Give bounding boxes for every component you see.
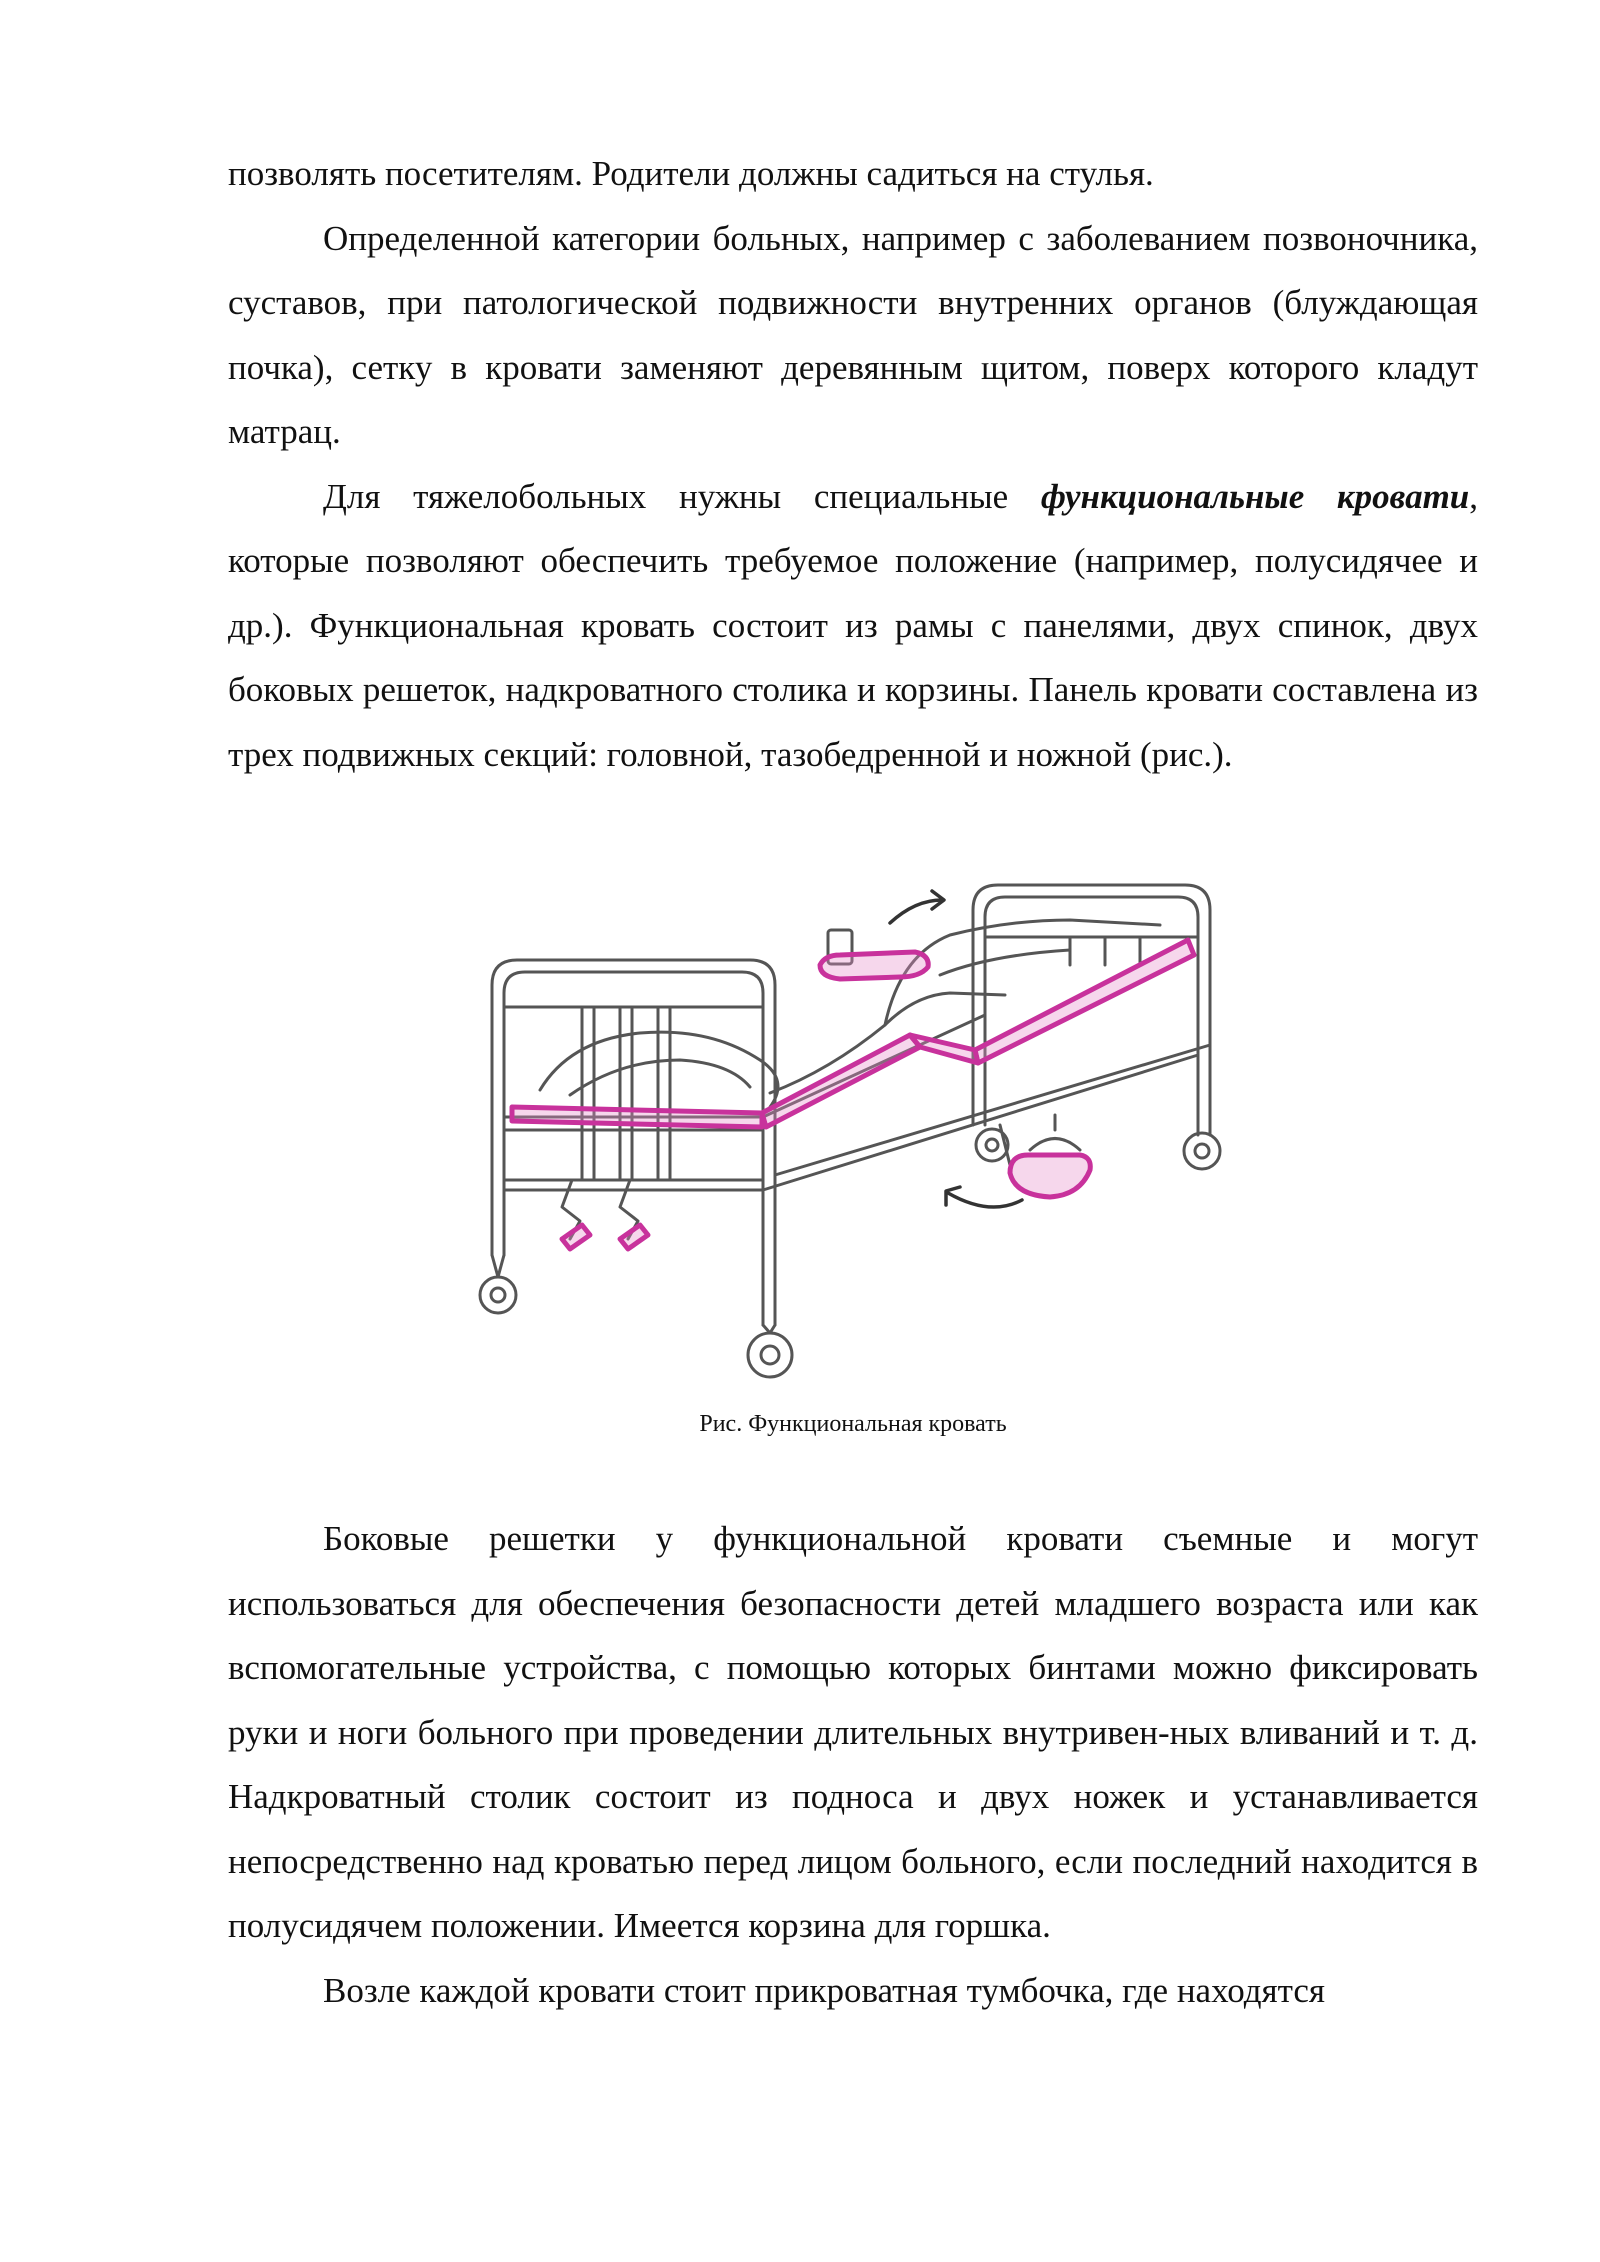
paragraph-functional-beds-start: Для тяжелобольных нужны специальные	[323, 476, 1041, 516]
text-block-top	[228, 142, 1478, 787]
paragraph-continuation: позволять посетителям. Родители должны садиться на стулья.	[228, 154, 1154, 193]
text-block-bottom	[228, 1507, 1478, 2023]
paragraph-functional-beds-rest: , которые позволяют обеспечить требуемое положение (например, полусидячее и др.). Функциональная кровать состоит из рамы с панелями, двух спинок, двух боковых решеток, надкроватного столика и корзины. Панель кровати составлена из трех подвижных секций: головной, тазобедренной и ножной (рис.).	[228, 476, 1479, 774]
paragraph-spinal-beds: Определенной категории больных, например с заболеванием позвоночника, суставов, при патологической подвижности внутренних органов (блуждающая почка), сетку в кровати заменяют деревянным щитом, поверх которого кладут матрац.	[228, 218, 1478, 451]
term-functional-beds: функциональные кровати	[1040, 476, 1470, 516]
functional-bed-illustration	[470, 855, 1240, 1395]
paragraph-bedside-table: Возле каждой кровати стоит прикроватная тумбочка, где находятся	[323, 1970, 1326, 2010]
paragraph-functional-beds	[228, 465, 1478, 788]
paragraph-side-rails: Боковые решетки у функциональной кровати съемные и могут использоваться для обеспечения безопасности детей младшего возраста или как вспомогательные устройства, с помощью которых бинтами можно фиксировать руки и ноги больного при проведении длительных внутривен-ных вливаний и т. д. Надкроватный столик состоит из подноса и двух ножек и устанавливается непосредственно над кроватью перед лицом больного, если последний находится в полусидячем положении. Имеется корзина для горшка.	[228, 1519, 1478, 1945]
figure-caption: Рис. Функциональная кровать	[699, 1411, 1007, 1437]
